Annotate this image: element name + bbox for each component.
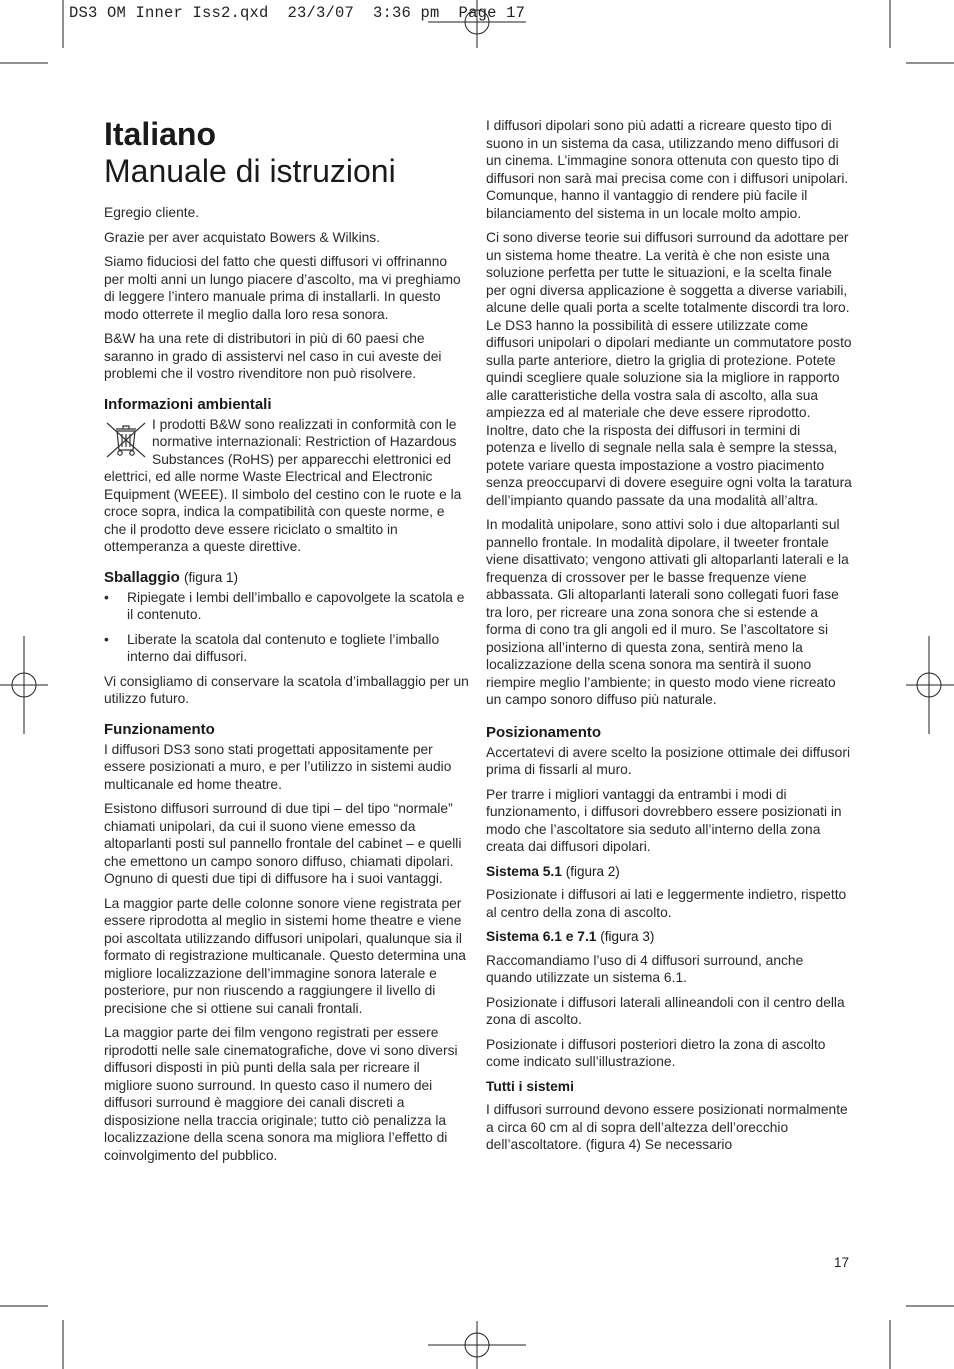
system-51-heading: [486, 863, 852, 881]
operation-paragraph: I diffusori DS3 sono stati progettati appositamente per essere posizionati a muro, e per l’utilizzo in sistemi audio multicanale ed home theatre.: [104, 741, 452, 792]
unpacking-figure-ref: (figura 1): [184, 569, 239, 585]
system-6171-paragraph: Raccomandiamo l’uso di 4 diffusori surround, anche quando utilizzate un sistema 6.1.: [486, 952, 804, 985]
list-item-text: Liberate la scatola dal contenuto e togliete l’imballo interno dai diffusori.: [127, 631, 440, 664]
all-systems-text: I diffusori surround devono essere posizionati normalmente a circa 60 cm al di sopra dell’altezza dell’orecchio dell’ascoltatore. (figura 4) Se necessario: [486, 1102, 848, 1152]
bullet-icon: •: [104, 631, 109, 647]
unpacking-note: Vi consigliamo di conservare la scatola d’imballaggio per un utilizzo futuro.: [104, 673, 469, 706]
system-51-label: Sistema 5.1: [486, 863, 562, 879]
operation-paragraph: I diffusori dipolari sono più adatti a ricreare questo tipo di suono in un sistema da casa, utilizzando meno diffusori di un cinema. L’immagine sonora ottenuta con questo tipo di diffusori non sarà mai precisa come con i diffusori unipolari. Comunque, hanno il vantaggio di rendere più facile il bilanciamento del sistema in un locale molto ampio.: [486, 118, 849, 221]
environment-heading: Informazioni ambientali: [104, 395, 272, 413]
intro-paragraph: Egregio cliente.: [104, 205, 200, 220]
page-title: Manuale di istruzioni: [104, 153, 396, 189]
positioning-paragraph: Per trarre i migliori vantaggi da entrambi i modi di funzionamento, i diffusori dovrebbero essere posizionati in modo che l’ascoltatore sia seduto all’interno della zona creata dai diffusori dipolari.: [486, 786, 842, 854]
list-item: [104, 631, 470, 666]
language-title: Italiano: [104, 116, 217, 152]
operation-paragraph: Ci sono diverse teorie sui diffusori surround da adottare per un sistema home theatre. La verità è che non esiste una soluzione perfetta per tutte le situazioni, e la scelta finale per ogni diversa applicazione è soggetta a diverse variabili, alcune delle quali porta a scelte totalmente discordi tra loro. Le DS3 hanno la possibilità di essere utilizzate come diffusori unipolari o dipolari mediante un commutatore posto sulla parte anteriore, dietro la griglia di protezione. Potete quindi scegliere quale soluzione sia la migliore in rapporto alle caratteristiche della vostra sala di ascolto, alla sua ampiezza ed al materiale che deve essere riprodotto. Inoltre, dato che la risposta dei diffusori in termini di potenza e livello di segnale nella sala è sempre la stessa, potete variare questa impostazione a vostro piacimento senza preoccuparvi di dovere eseguire ogni volta la taratura dell’impianto quando passate da una modalità all’altra.: [486, 230, 852, 508]
unpacking-heading: [104, 568, 470, 587]
system-6171-figure-ref: (figura 3): [600, 929, 655, 944]
list-item-text: Ripiegate i lembi dell’imballo e capovolgete la scatola e il contenuto.: [127, 589, 465, 622]
system-51-figure-ref: (figura 2): [565, 863, 620, 879]
system-51-text: Posizionate i diffusori ai lati e leggermente indietro, rispetto al centro della zona di ascolto.: [486, 887, 847, 920]
positioning-heading: Posizionamento: [486, 723, 602, 741]
all-systems-heading: Tutti i sistemi: [486, 1078, 574, 1094]
print-slug: DS3 OM Inner Iss2.qxd 23/3/07 3:36 pm Page 17: [69, 4, 526, 22]
system-6171-paragraph: Posizionate i diffusori laterali allineandoli con il centro della zona di ascolto.: [486, 994, 845, 1027]
unpacking-heading-label: Sballaggio: [104, 568, 180, 586]
environment-text: I prodotti B&W sono realizzati in conformità con le normative internazionali: Restriction of Hazardous Substances (RoHS) per apparecchi elettronici ed elettrici, ed alle norme Waste Electrical and Electronic Equipment (WEEE). Il simbolo del cestino con le ruote e la croce sopra, indica la compatibilità con queste norme, e che il prodotto deve essere riciclato o smaltito in ottemperanza a queste direttive.: [104, 416, 462, 554]
operation-heading: Funzionamento: [104, 720, 215, 738]
intro-paragraph: Siamo fiduciosi del fatto che questi diffusori vi offrinanno per molti anni un lungo piacere d’ascolto, ma vi preghiamo di leggere l’intero manuale prima di installarli. In questo modo otterrete il meglio dalla loro resa sonora.: [104, 254, 461, 322]
unpacking-list: [104, 589, 470, 666]
list-item: [104, 589, 470, 624]
system-6171-heading: [486, 928, 852, 946]
crossed-out-wheelie-bin-icon: [104, 420, 148, 460]
operation-paragraph: In modalità unipolare, sono attivi solo i due altoparlanti sul pannello frontale. In modalità dipolare, il tweeter frontale viene disattivato; vengono attivati gli altoparlanti laterali e la frequenza di crossover per le basse frequenze viene abbassata. Gli altoparlanti laterali sono collegati fuori fase tra loro, per ricreare una zona sonora che si estende a forma di cono tra gli angoli ed il muro. Se l’ascoltatore si posiziona all’interno di questa zona, sentirà meno la localizzazione della scena sonora ma sentirà il suono riempire meglio l’ambiente; in questo modo viene ricreato un campo sonoro diffuso più naturale.: [486, 517, 849, 707]
bullet-icon: •: [104, 589, 109, 605]
intro-paragraph: B&W ha una rete di distributori in più di 60 paesi che saranno in grado di assistervi nel caso in cui aveste dei problemi che il vostro rivenditore non può risolvere.: [104, 331, 442, 381]
page-number: 17: [834, 1255, 850, 1270]
intro-paragraph: Grazie per aver acquistato Bowers & Wilkins.: [104, 229, 381, 245]
operation-paragraph: Esistono diffusori surround di due tipi – del tipo “normale” chiamati unipolari, da cui il suono viene emesso da altoparlanti posti sul pannello frontale del cabinet – e quelli che emettono un campo sonoro diffuso, chiamati dipolari. Ognuno di questi due tipi di diffusore ha i suoi vantaggi.: [104, 801, 462, 886]
positioning-paragraph: Accertatevi di avere scelto la posizione ottimale dei diffusori prima di fissarli al muro.: [486, 744, 851, 777]
environment-paragraph: [104, 416, 470, 556]
system-6171-paragraph: Posizionate i diffusori posteriori dietro la zona di ascolto come indicato sull’illustrazione.: [486, 1036, 826, 1069]
right-column: [486, 117, 852, 1161]
system-6171-label: Sistema 6.1 e 7.1: [486, 929, 597, 944]
operation-paragraph: La maggior parte dei film vengono registrati per essere riprodotti nelle sale cinematografiche, dove vi sono diversi diffusori disposti in più punti della sala per ricreare il migliore suono surround. In questo caso il numero dei diffusori surround è maggiore dei canali discreti a disposizione nella traccia originale; tutto ciò penalizza la localizzazione della scena sonora ma migliora l’effetto di coinvolgimento del pubblico.: [104, 1025, 458, 1163]
operation-paragraph: La maggior parte delle colonne sonore viene registrata per essere riprodotta al meglio in sistemi home theatre e viene poi ascoltata utilizzando diffusori unipolari, qualunque sia il formato di registrazione multicanale. Questo determina una migliore localizzazione dell’immagine sonora laterale e posteriore, pur non riuscendo a raggiungere il livello di precisione che si ottiene sui canali frontali.: [104, 895, 466, 1016]
left-column: [104, 116, 470, 1171]
